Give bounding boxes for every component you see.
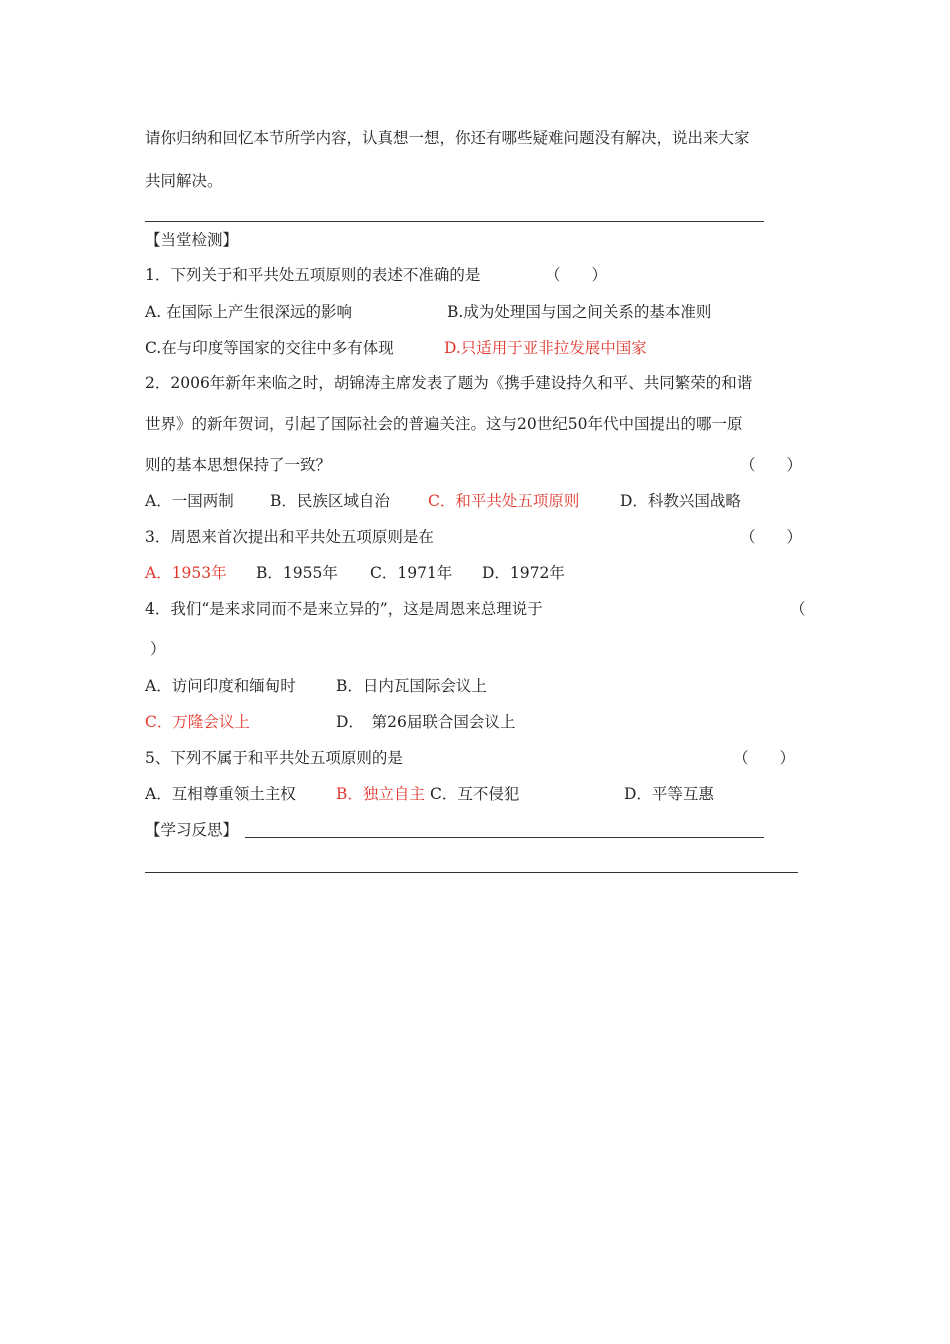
question-5-option-b: B．独立自主 [336,785,425,803]
question-3-answer-blank: （ ） [740,528,803,546]
question-4-option-a: A．访问印度和缅甸时 [145,677,296,695]
question-1-option-b: B.成为处理国与国之间关系的基本准则 [447,303,712,321]
intro-line-1: 请你归纳和回忆本节所学内容，认真想一想，你还有哪些疑难问题没有解决，说出来大家 [145,129,750,147]
question-2-line-2: 世界》的新年贺词，引起了国际社会的普遍关注。这与20世纪50年代中国提出的哪一原 [145,415,743,433]
reflect-blank-line-1 [245,837,764,838]
question-3-option-d: D．1972年 [482,564,565,582]
question-1-option-a: A. 在国际上产生很深远的影响 [145,303,353,321]
question-3-option-c: C．1971年 [370,564,453,582]
question-2-line-3: 则的基本思想保持了一致？ [145,456,332,474]
question-5-option-a: A．互相尊重领土主权 [145,785,296,803]
divider-top [145,221,764,222]
question-1-stem: 1．下列关于和平共处五项原则的表述不准确的是 [145,266,481,284]
question-3-option-b: B．1955年 [256,564,338,582]
question-5-answer-blank: （ ） [733,749,796,767]
question-3-stem: 3．周恩来首次提出和平共处五项原则是在 [145,528,434,546]
question-2-option-c: C．和平共处五项原则 [428,492,580,510]
question-2-option-d: D．科教兴国战略 [620,492,741,510]
question-5-stem: 5、下列不属于和平共处五项原则的是 [145,749,403,767]
intro-line-2: 共同解决。 [145,172,223,190]
question-1-option-d: D.只适用于亚非拉发展中国家 [444,339,647,357]
question-5-option-c: C．互不侵犯 [430,785,520,803]
question-4-option-b: B．日内瓦国际会议上 [336,677,487,695]
question-4-option-c: C．万隆会议上 [145,713,250,731]
question-4-paren-open: （ [790,600,806,618]
question-4-paren-close: ） [150,640,166,658]
section-title-reflect: 【学习反思】 [145,821,239,839]
question-1-option-c: C.在与印度等国家的交往中多有体现 [145,339,394,357]
reflect-blank-line-2 [145,872,798,873]
question-2-answer-blank: （ ） [740,456,803,474]
question-4-stem: 4．我们“是来求同而不是来立异的”，这是周恩来总理说于 [145,600,543,618]
question-3-option-a: A．1953年 [145,564,227,582]
question-2-line-1: 2．2006年新年来临之时，胡锦涛主席发表了题为《携手建设持久和平、共同繁荣的和谐 [145,374,753,392]
section-title-check: 【当堂检测】 [145,231,239,249]
question-2-option-b: B．民族区域自治 [270,492,390,510]
question-4-option-d: D． 第26届联合国会议上 [336,713,516,731]
question-2-option-a: A．一国两制 [145,492,234,510]
question-1-answer-blank: （ ） [545,266,608,284]
question-5-option-d: D．平等互惠 [624,785,714,803]
